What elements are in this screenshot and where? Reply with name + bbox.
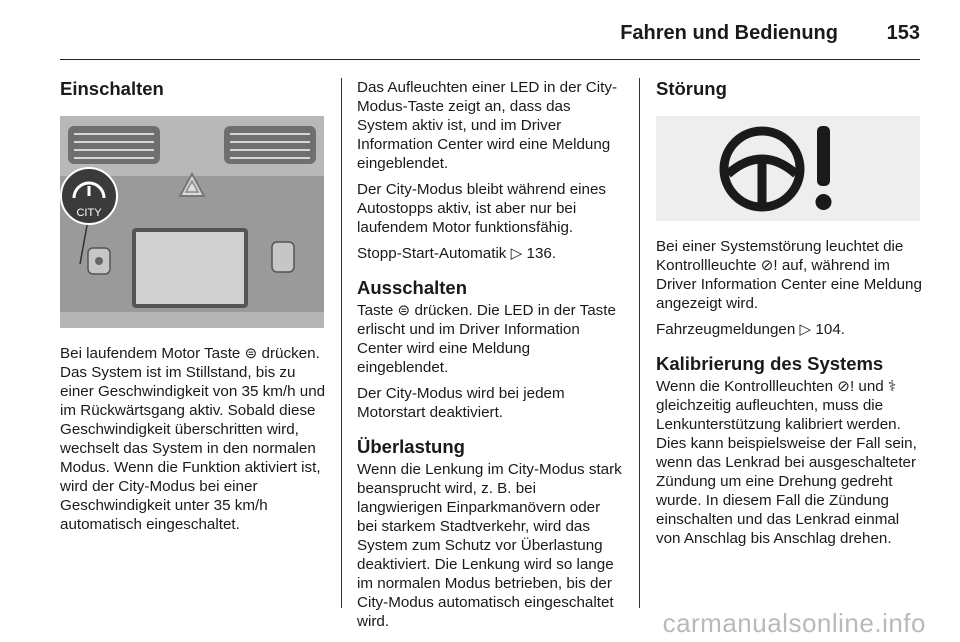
column-divider (341, 78, 342, 608)
section-heading-kalibrierung: Kalibrierung des Systems (656, 353, 884, 374)
section-heading-ueberlastung: Überlastung (357, 436, 465, 457)
column-right (656, 78, 922, 555)
column-divider (639, 78, 640, 608)
paragraph: Bei einer Systemstörung leuchtet die Kontrollleuchte ⊘! auf, während im Driver Information Center eine Meldung angezeigt wird. (656, 238, 922, 312)
paragraph: Bei laufendem Motor Taste ⊜ drücken. Das System ist im Stillstand, bis zu einer Geschwindigkeit von 35 km/h und im Rückwärtsgang aktiv. Sobald diese Geschwindigkeit überschritten wird, wechselt das System in den normalen Modus. Wenn die Funktion aktiviert ist, wird der City-Modus bei einer Geschwindigkeit unter 35 km/h automatisch eingeschaltet. (60, 345, 326, 533)
watermark: carmanualsonline.info (662, 608, 926, 638)
column-middle (357, 78, 623, 638)
chapter-title: Fahren und Bedienung (620, 22, 838, 44)
paragraph: Der City-Modus wird bei jedem Motorstart deaktiviert. (357, 385, 565, 421)
paragraph: Wenn die Kontrollleuchten ⊘! und ⚕ gleichzeitig aufleuchten, muss die Lenkunterstützung kalibriert werden. Dies kann beispielsweise der Fall sein, wenn das Lenkrad bei ausgeschalteter Zündung um eine Drehung gedreht wurde. In diesem Fall die Zündung einschalten und das Lenkrad einmal von Anschlag bis Anschlag drehen. (656, 378, 917, 547)
paragraph: Wenn die Lenkung im City-Modus stark beansprucht wird, z. B. bei langwierigen Einparkmanövern oder bei starkem Stadtverkehr, wird das System zum Schutz vor Überlastung deaktiviert. Die Lenkung wird so lange im normalen Modus betrieben, bis der City-Modus automatisch eingeschaltet wird. (357, 461, 622, 630)
city-label: CITY (76, 207, 102, 219)
steering-warning-icon (656, 116, 920, 221)
section-heading-ausschalten: Ausschalten (357, 277, 468, 298)
city-button-photo (60, 116, 324, 328)
cross-reference: Fahrzeugmeldungen ▷ 104. (656, 321, 845, 338)
section-heading-stoerung: Störung (656, 78, 727, 99)
page-number: 153 (886, 22, 920, 44)
cross-reference: Stopp-Start-Automatik ▷ 136. (357, 245, 557, 262)
column-left (60, 78, 326, 541)
paragraph: Taste ⊜ drücken. Die LED in der Taste erlischt und im Driver Information Center wird eine Meldung eingeblendet. (357, 302, 616, 376)
paragraph: Das Aufleuchten einer LED in der City-Modus-Taste zeigt an, dass das System aktiv ist, und im Driver Information Center wird eine Meldung eingeblendet. (357, 79, 618, 172)
header-divider (60, 59, 920, 60)
paragraph: Der City-Modus bleibt während eines Autostopps aktiv, ist aber nur bei laufendem Motor funktionsfähig. (357, 181, 607, 236)
section-heading-einschalten: Einschalten (60, 78, 164, 99)
page-header (60, 0, 920, 60)
